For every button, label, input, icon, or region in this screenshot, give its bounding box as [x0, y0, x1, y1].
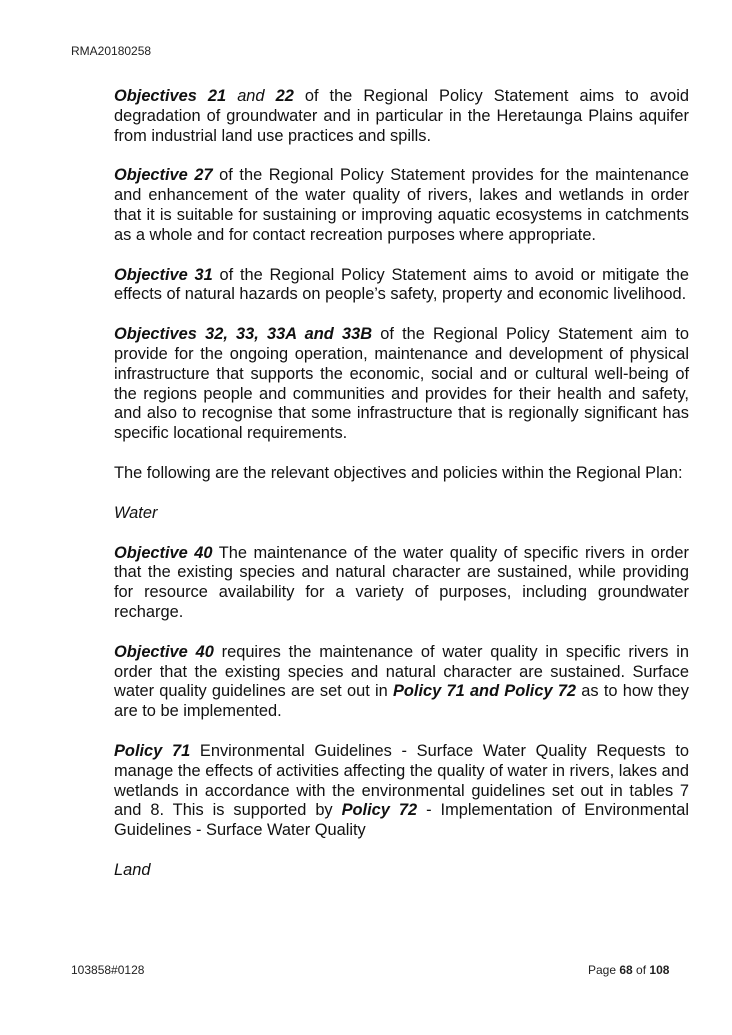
paragraph-text: of the Regional Policy Statement aims to avoid degradation of groundwater and in particular in the Heretaunga Plains aquifer from industrial land use practices and spills.	[114, 87, 689, 145]
objective-reference: Objective 40	[114, 543, 213, 562]
paragraph-text: of the Regional Policy Statement aim to provide for the ongoing operation, maintenance and development of physical infrastructure that supports the economic, social and or cultural well-being of the regions people and communities and provides for their health and safety, and also to recognise that some infrastructure that is regionally significant has specific locational requirements.	[114, 325, 689, 443]
text-run	[226, 87, 237, 105]
objective-reference: Objective 31	[114, 265, 213, 284]
document-body	[114, 87, 689, 901]
policy-reference: Policy 71 and Policy 72	[392, 682, 577, 701]
italic-conjunction: and	[237, 87, 265, 105]
section-heading-land: Land	[114, 860, 151, 879]
objective-reference: Objective 27	[114, 166, 213, 185]
paragraph-objective-27	[114, 166, 689, 245]
section-heading-water: Water	[114, 503, 158, 522]
objective-reference: Objective 40	[114, 642, 214, 661]
paragraph-objectives-32-33	[114, 325, 689, 444]
paragraph-text: Environmental Guidelines - Surface Water Quality Requests to manage the effects of activities affecting the quality of water in rivers, lakes and wetlands in accordance with the environmental guidelines set out in tables 7 and 8. This is supported by	[114, 741, 689, 820]
page-current: 68	[619, 963, 633, 977]
text-run: Page	[588, 963, 620, 977]
policy-reference: Policy 72	[341, 801, 418, 820]
objective-reference: Objectives 32, 33, 33A and 33B	[114, 325, 373, 344]
document-reference-header: RMA20180258	[71, 44, 152, 58]
paragraph-objective-40-requirements	[114, 643, 689, 722]
paragraph-text: - Implementation of Environmental Guidelines - Surface Water Quality	[114, 801, 689, 840]
paragraph-text: The following are the relevant objectives and policies within the Regional Plan:	[114, 463, 683, 482]
paragraph-text: of the Regional Policy Statement provides for the maintenance and enhancement of the water quality of rivers, lakes and wetlands in order that it is suitable for sustaining or improving aquatic ecosystems in catchments as a whole and for contact recreation purposes where appropriate.	[114, 166, 689, 244]
paragraph-policy-71	[114, 742, 689, 841]
text-run	[265, 87, 276, 105]
paragraph-text: as to how they are to be implemented.	[114, 682, 690, 721]
page-number	[588, 963, 669, 977]
paragraph-regional-plan-intro	[114, 464, 689, 484]
paragraph-text: of the Regional Policy Statement aims to avoid or mitigate the effects of natural hazards on people’s safety, property and economic livelihood.	[114, 265, 690, 304]
page-total: 108	[649, 963, 670, 977]
paragraph-objective-40-definition	[114, 544, 689, 623]
document-id-footer: 103858#0128	[71, 963, 145, 977]
paragraph-objective-31	[114, 266, 689, 306]
paragraph-text: The maintenance of the water quality of specific rivers in order that the existing species and natural character are sustained, while providing for resource availability for a variety of purposes, including groundwater recharge.	[114, 543, 690, 621]
paragraph-objectives-21-22	[114, 87, 689, 146]
objective-reference: Objectives 21	[114, 87, 227, 105]
objective-reference: 22	[275, 87, 294, 105]
text-run: of	[632, 963, 650, 977]
policy-reference: Policy 71	[114, 741, 191, 760]
paragraph-text: requires the maintenance of water quality in specific rivers in order that the existing species and natural character are sustained. Surface water quality guidelines are set out in	[114, 642, 689, 701]
